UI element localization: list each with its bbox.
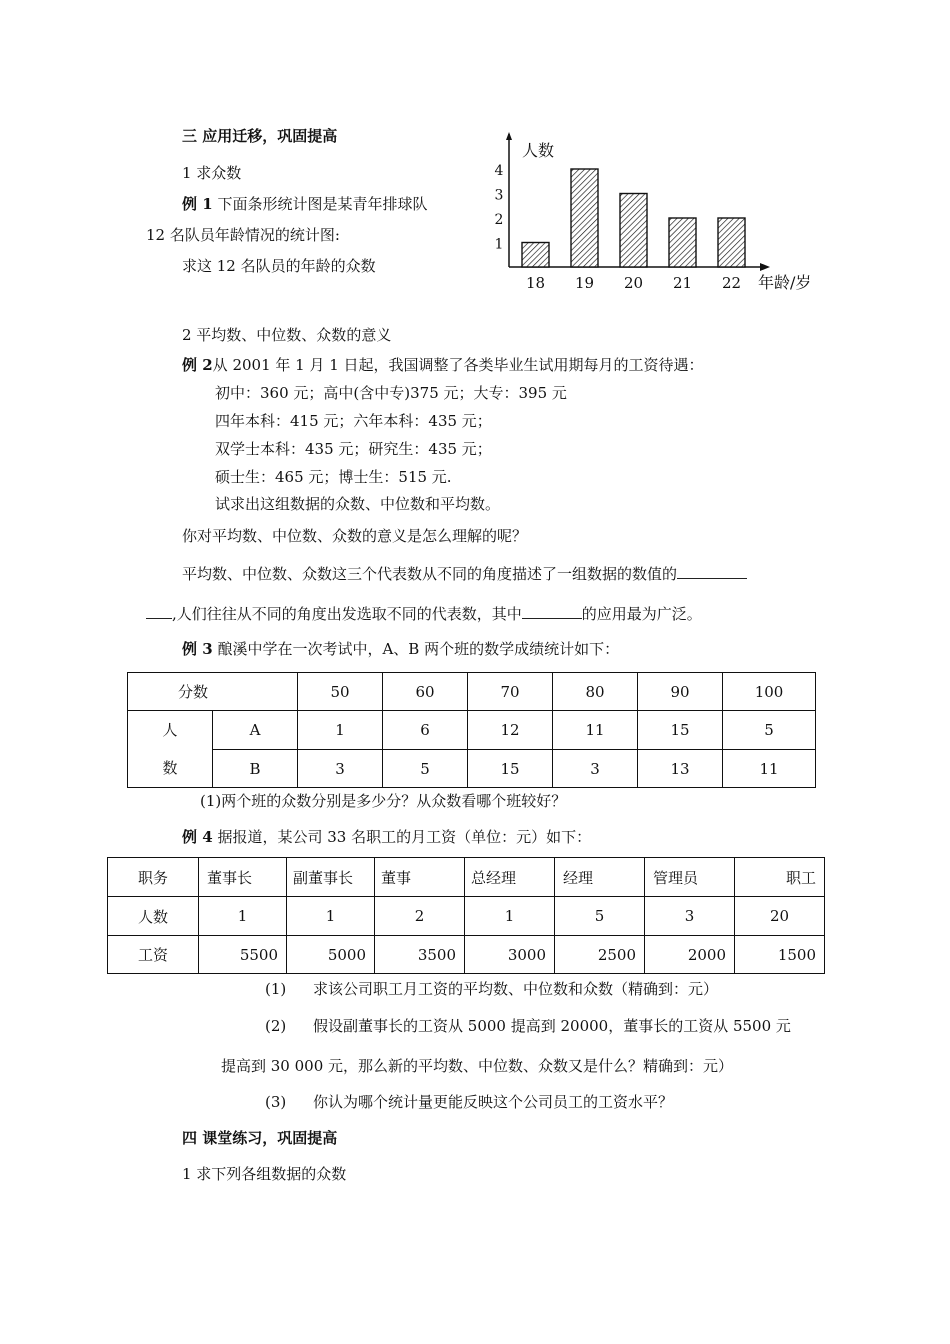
table-cell: 5 bbox=[555, 897, 645, 936]
table-cell: 3500 bbox=[375, 936, 465, 974]
table-cell: 3 bbox=[645, 897, 735, 936]
score-header: 80 bbox=[553, 673, 638, 711]
example1-line2: 12 名队员年龄情况的统计图: bbox=[146, 226, 340, 244]
fill-blank-line1 bbox=[182, 564, 747, 584]
example2-label: 例 2 bbox=[182, 356, 213, 374]
table-cell: 1 bbox=[298, 711, 383, 750]
fill-text-3: 的应用最为广泛。 bbox=[581, 605, 702, 623]
table-cell: 1 bbox=[287, 897, 375, 936]
x-tick-label: 21 bbox=[672, 274, 693, 292]
bar-age-19 bbox=[571, 169, 598, 267]
score-header: 50 bbox=[298, 673, 383, 711]
age-bar-chart bbox=[480, 132, 820, 302]
example1-line1 bbox=[182, 194, 427, 214]
example2-task: 试求出这组数据的众数、中位数和平均数。 bbox=[215, 495, 501, 513]
table-cell: 20 bbox=[735, 897, 825, 936]
wage-line-3: 双学士本科：435 元；研究生：435 元； bbox=[215, 440, 492, 458]
score-header: 70 bbox=[468, 673, 553, 711]
section4-heading: 四 课堂练习，巩固提高 bbox=[182, 1129, 338, 1147]
table-cell: 3000 bbox=[465, 936, 555, 974]
table-cell: 3 bbox=[298, 750, 383, 788]
salary-header: 职工 bbox=[735, 858, 825, 897]
table-cell: 11 bbox=[553, 711, 638, 750]
score-header: 90 bbox=[638, 673, 723, 711]
example1-label: 例 1 bbox=[182, 195, 213, 213]
count-label-2: 数 bbox=[162, 759, 178, 777]
q1-text: 求该公司职工月工资的平均数、中位数和众数（精确到：元） bbox=[313, 980, 719, 998]
y-tick-group bbox=[495, 163, 504, 253]
table-cell: 5 bbox=[383, 750, 468, 788]
table-cell: 5 bbox=[723, 711, 816, 750]
table-cell: 1 bbox=[199, 897, 287, 936]
score-header: 60 bbox=[383, 673, 468, 711]
y-tick-label: 1 bbox=[494, 236, 504, 253]
table-cell: 12 bbox=[468, 711, 553, 750]
x-tick-group bbox=[526, 274, 741, 292]
class-b-label: B bbox=[213, 750, 298, 788]
table-cell: 5500 bbox=[199, 936, 287, 974]
score-table bbox=[127, 672, 816, 788]
q3-number: (3) bbox=[265, 1093, 287, 1111]
salary-header: 经理 bbox=[555, 858, 645, 897]
q2-text-a: 假设副董事长的工资从 5000 提高到 20000，董事长的工资从 5500 元 bbox=[313, 1017, 791, 1035]
y-tick-label: 4 bbox=[494, 163, 504, 179]
count-label-1: 人 bbox=[162, 721, 178, 739]
x-axis-label: 年龄/岁 bbox=[758, 273, 812, 292]
y-axis-arrow bbox=[506, 132, 512, 140]
subsection-meaning: 2 平均数、中位数、众数的意义 bbox=[182, 326, 392, 344]
table-cell: 15 bbox=[468, 750, 553, 788]
x-tick-label: 22 bbox=[721, 274, 742, 292]
bar-age-22 bbox=[718, 218, 745, 267]
score-header: 100 bbox=[723, 673, 816, 711]
bar-age-18 bbox=[522, 243, 549, 268]
table-cell: 2 bbox=[375, 897, 465, 936]
table-cell: 2000 bbox=[645, 936, 735, 974]
fill-text-2: ,人们往往从不同的角度出发选取不同的代表数，其中 bbox=[172, 605, 522, 623]
q1-number: (1) bbox=[265, 980, 287, 998]
table-cell: 1 bbox=[465, 897, 555, 936]
meaning-question: 你对平均数、中位数、众数的意义是怎么理解的呢？ bbox=[182, 527, 528, 545]
bar-group bbox=[522, 169, 745, 267]
section4-sub1: 1 求下列各组数据的众数 bbox=[182, 1165, 347, 1183]
subsection-mode: 1 求众数 bbox=[182, 164, 242, 182]
fill-blank-line2 bbox=[146, 604, 702, 624]
bar-age-20 bbox=[620, 194, 647, 268]
answer-blank-1a[interactable] bbox=[677, 564, 747, 579]
q2-text-b: 提高到 30 000 元，那么新的平均数、中位数、众数又是什么？精确到：元） bbox=[221, 1057, 734, 1075]
y-tick-label: 3 bbox=[494, 187, 504, 204]
q2-number: (2) bbox=[265, 1017, 287, 1035]
example1-question: 求这 12 名队员的年龄的众数 bbox=[182, 257, 376, 275]
answer-blank-1b[interactable] bbox=[146, 604, 172, 619]
table-cell: 5000 bbox=[287, 936, 375, 974]
salary-header: 职务 bbox=[108, 858, 199, 897]
wage-line-2: 四年本科：415 元；六年本科：435 元； bbox=[215, 412, 492, 430]
salary-header: 董事 bbox=[375, 858, 465, 897]
wage-row-label: 工资 bbox=[108, 936, 199, 974]
table-cell: 3 bbox=[553, 750, 638, 788]
x-tick-label: 20 bbox=[623, 274, 644, 292]
table-cell: 2500 bbox=[555, 936, 645, 974]
example2-intro-line bbox=[182, 355, 704, 375]
table-cell: 13 bbox=[638, 750, 723, 788]
class-a-label: A bbox=[213, 711, 298, 750]
y-axis-label: 人数 bbox=[522, 141, 555, 160]
section3-heading: 三 应用迁移，巩固提高 bbox=[182, 127, 338, 145]
y-tick-label: 2 bbox=[494, 212, 504, 228]
counts-row-label: 人数 bbox=[108, 897, 199, 936]
answer-blank-2[interactable] bbox=[522, 604, 582, 619]
count-group-label bbox=[128, 711, 213, 788]
table-cell: 11 bbox=[723, 750, 816, 788]
wage-line-1: 初中：360 元；高中(含中专)375 元；大专：395 元 bbox=[215, 384, 567, 402]
fill-text-1: 平均数、中位数、众数这三个代表数从不同的角度描述了一组数据的数值的 bbox=[182, 565, 678, 583]
salary-header: 管理员 bbox=[645, 858, 735, 897]
salary-header: 副董事长 bbox=[287, 858, 375, 897]
salary-header: 总经理 bbox=[465, 858, 555, 897]
salary-table bbox=[107, 857, 825, 974]
salary-header: 董事长 bbox=[199, 858, 287, 897]
score-header-label: 分数 bbox=[128, 673, 298, 711]
example4-line bbox=[182, 827, 591, 847]
bar-age-21 bbox=[669, 218, 696, 267]
x-tick-label: 18 bbox=[525, 274, 546, 292]
example2-intro: 从 2001 年 1 月 1 日起，我国调整了各类毕业生试用期每月的工资待遇： bbox=[212, 356, 704, 374]
example3-label: 例 3 bbox=[182, 640, 213, 658]
example4-label: 例 4 bbox=[182, 828, 213, 846]
example4-text: 据报道，某公司 33 名职工的月工资（单位：元）如下： bbox=[217, 828, 592, 846]
example3-question: (1)两个班的众数分别是多少分？从众数看哪个班较好？ bbox=[200, 792, 567, 810]
example3-text: 酿溪中学在一次考试中，A、B 两个班的数学成绩统计如下： bbox=[217, 640, 620, 658]
x-tick-label: 19 bbox=[574, 274, 595, 292]
x-axis-arrow bbox=[760, 263, 770, 271]
example3-line bbox=[182, 639, 619, 659]
wage-line-4: 硕士生：465 元；博士生：515 元. bbox=[215, 468, 452, 486]
table-cell: 15 bbox=[638, 711, 723, 750]
example1-text: 下面条形统计图是某青年排球队 bbox=[217, 195, 428, 213]
table-cell: 1500 bbox=[735, 936, 825, 974]
q3-text: 你认为哪个统计量更能反映这个公司员工的工资水平？ bbox=[313, 1093, 674, 1111]
table-cell: 6 bbox=[383, 711, 468, 750]
